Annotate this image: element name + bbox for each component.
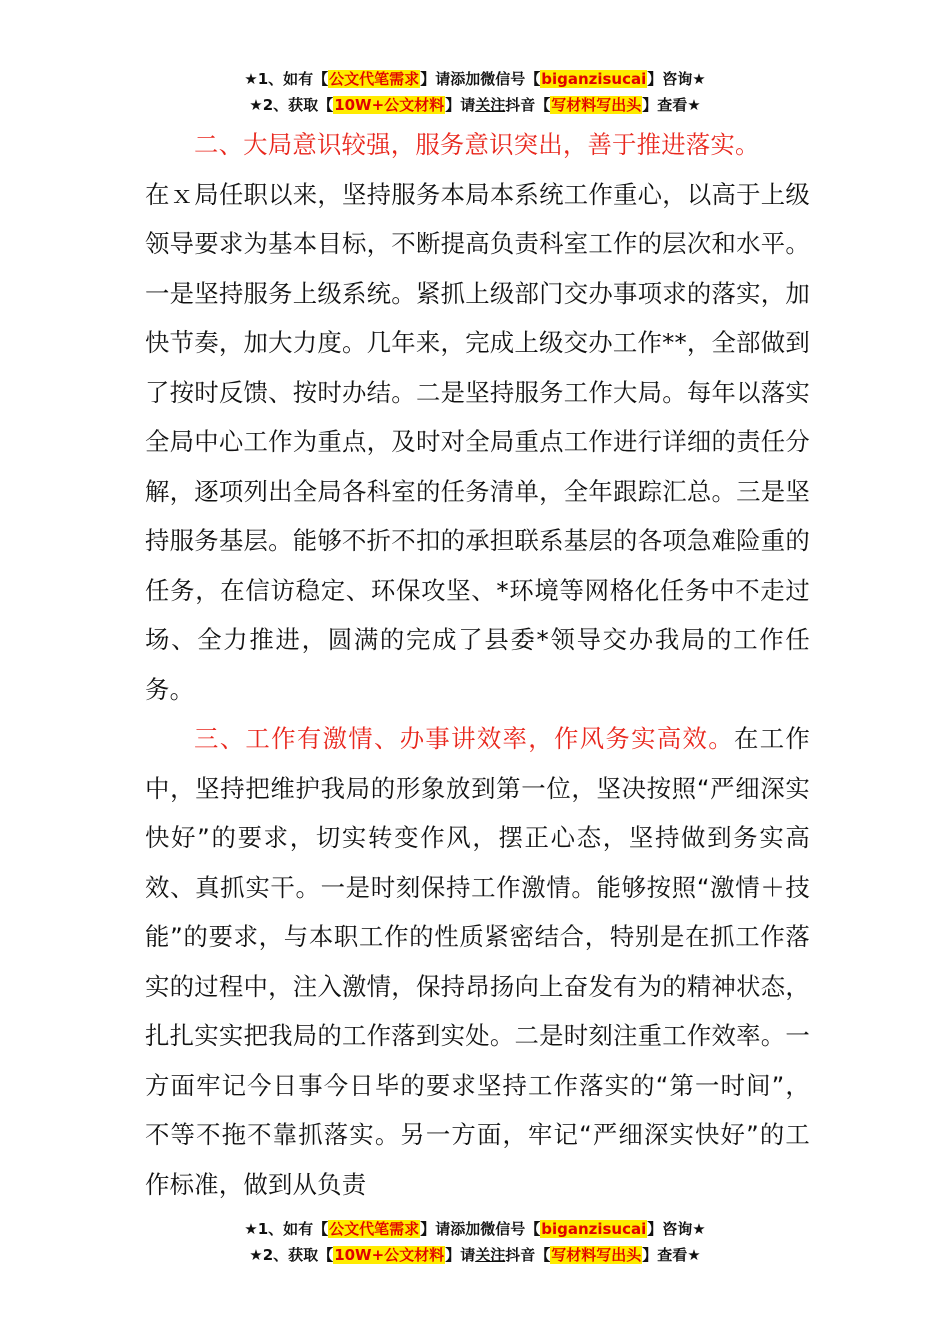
promo-text: 】查看★ <box>642 96 701 114</box>
promo-text: 】咨询★ <box>647 70 706 88</box>
promo-line-1 <box>0 1216 950 1242</box>
wechat-id-highlight: biganzisucai <box>541 70 647 88</box>
promo-text: 抖音【 <box>505 1246 551 1264</box>
promo-underlined-text: 关注 <box>475 1246 506 1264</box>
promo-highlight: 公文代笔需求 <box>329 70 420 88</box>
promo-line-1 <box>0 66 950 92</box>
promo-text: 】请添加微信号【 <box>420 1220 541 1238</box>
section-2-body: 在ｘ局任职以来，坚持服务本局本系统工作重心，以高于上级领导要求为基本目标，不断提高负责科室工作的层次和水平。一是坚持服务上级系统。紧抓上级部门交办事项求的落实，加快节奏，加大力度。几年来，完成上级交办工作**，全部做到了按时反馈、按时办结。二是坚持服务工作大局。每年以落实全局中心工作为重点，及时对全局重点工作进行详细的责任分解，逐项列出全局各科室的任务清单，全年跟踪汇总。三是坚持服务基层。能够不折不扣的承担联系基层的各项急难险重的任务，在信访稳定、环保攻坚、*环境等网格化任务中不走过场、全力推进，圆满的完成了县委*领导交办我局的工作任务。 <box>145 179 810 704</box>
promo-text: ★1、如有【 <box>244 1220 329 1238</box>
promo-highlight: 公文代笔需求 <box>329 1220 420 1238</box>
wechat-id-highlight: biganzisucai <box>541 1220 647 1238</box>
document-body <box>145 120 810 1209</box>
section-3-paragraph <box>145 714 810 1209</box>
top-promo-banner <box>0 66 950 118</box>
promo-text: 】咨询★ <box>647 1220 706 1238</box>
promo-text: 抖音【 <box>505 96 551 114</box>
promo-line-2 <box>0 1242 950 1268</box>
promo-text: ★2、获取【 <box>249 1246 334 1264</box>
promo-text: 】请 <box>445 1246 476 1264</box>
bottom-promo-banner <box>0 1216 950 1268</box>
section-3-body: 在工作中，坚持把维护我局的形象放到第一位，坚决按照“严细深实快好”的要求，切实转变作风，摆正心态，坚持做到务实高效、真抓实干。一是时刻保持工作激情。能够按照“激情＋技能”的要求，与本职工作的性质紧密结合，特别是在抓工作落实的过程中，注入激情，保持昂扬向上奋发有为的精神状态，扎扎实实把我局的工作落到实处。二是时刻注重工作效率。一方面牢记今日事今日毕的要求坚持工作落实的“第一时间”，不等不拖不靠抓落实。另一方面，牢记“严细深实快好”的工作标准，做到从负责 <box>145 724 811 1199</box>
promo-text: 】查看★ <box>642 1246 701 1264</box>
promo-underlined-text: 关注 <box>475 96 506 114</box>
promo-text: 】请添加微信号【 <box>420 70 541 88</box>
douyin-account-highlight: 写材料写出头 <box>551 96 642 114</box>
promo-highlight: 10W+公文材料 <box>334 1246 445 1264</box>
promo-highlight: 10W+公文材料 <box>334 96 445 114</box>
promo-text: 】请 <box>445 96 476 114</box>
promo-line-2 <box>0 92 950 118</box>
promo-text: ★1、如有【 <box>244 70 329 88</box>
promo-text: ★2、获取【 <box>249 96 334 114</box>
section-3-heading: 三、工作有激情、办事讲效率，作风务实高效。 <box>194 724 734 753</box>
douyin-account-highlight: 写材料写出头 <box>551 1246 642 1264</box>
section-2-heading: 二、大局意识较强，服务意识突出，善于推进落实。 <box>194 130 760 159</box>
